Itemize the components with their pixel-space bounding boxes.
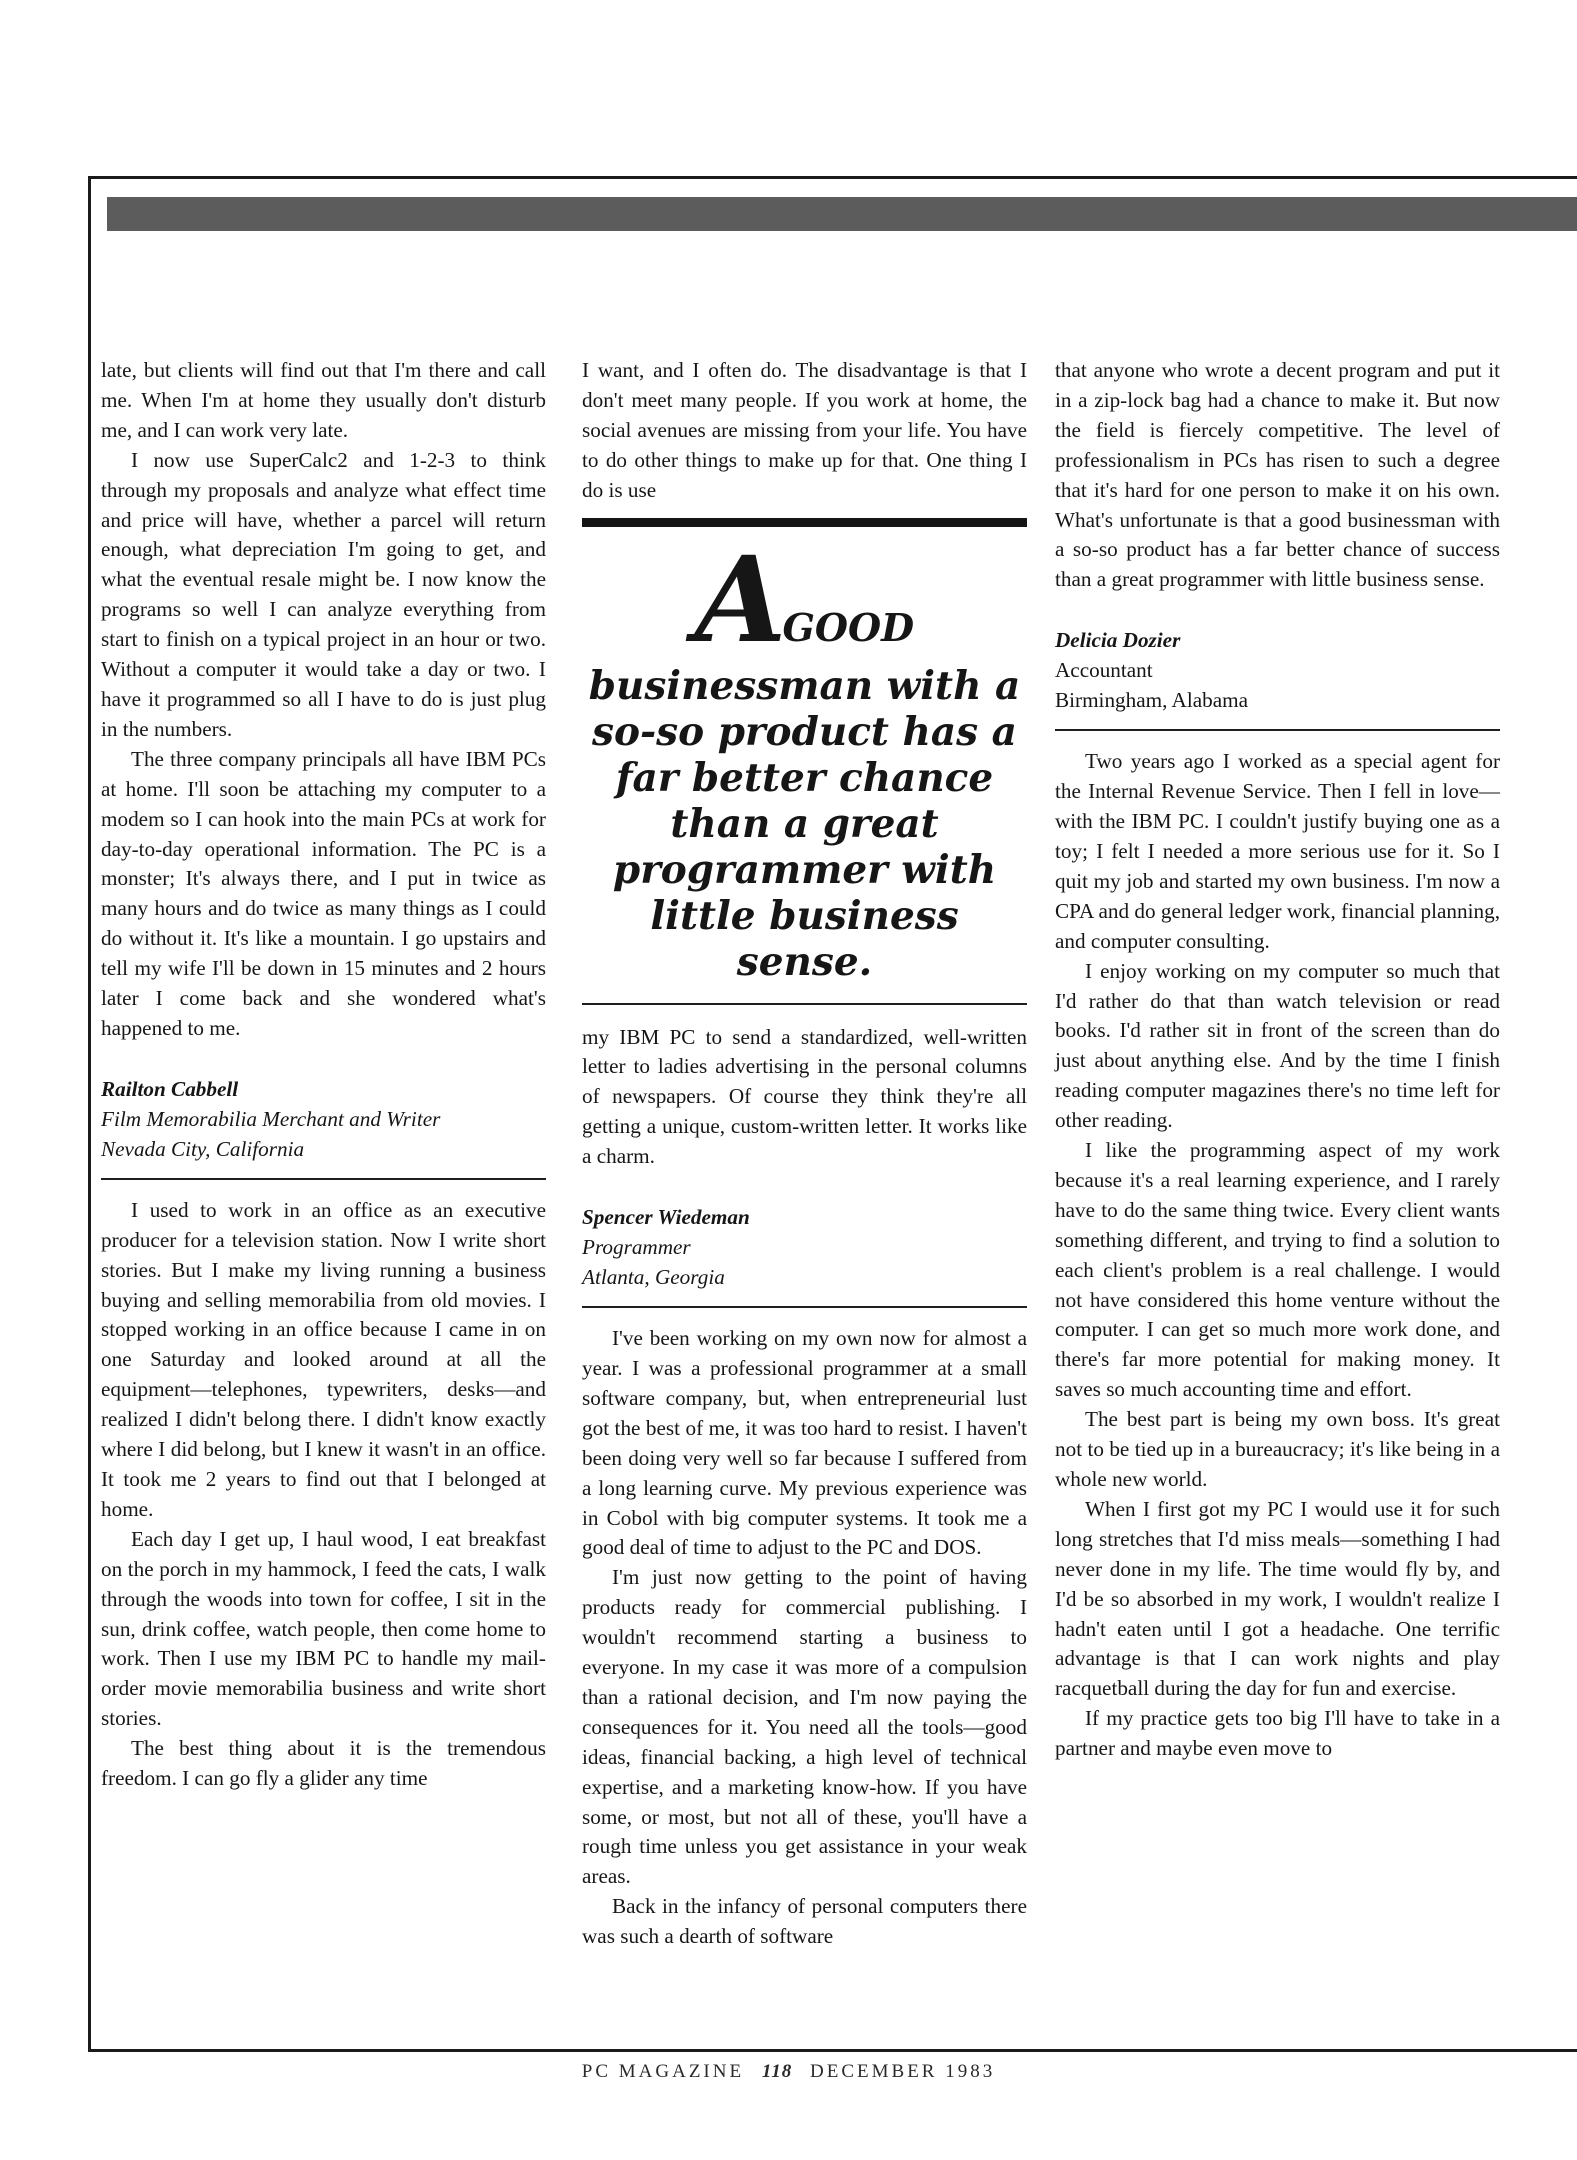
drop-letter: A bbox=[694, 529, 783, 669]
paragraph: Two years ago I worked as a special agent for the Internal Revenue Service. Then I fell in love—with the IBM PC. I couldn't justify buying one as a toy; I felt I needed a more serious use for it. So I quit my job and started my own business. I'm now a CPA and do general ledger work, financial planning, and computer consulting. bbox=[1055, 749, 1500, 953]
paragraph: my IBM PC to send a standardized, well-written letter to ladies advertising in the personal columns of newspapers. Of course they think they're all getting a unique, custom-written letter. It works like a charm. bbox=[582, 1024, 1027, 1169]
page-footer bbox=[0, 2061, 1577, 2083]
divider-rule bbox=[582, 1306, 1027, 1308]
author-location: Atlanta, Georgia bbox=[582, 1265, 725, 1290]
paragraph: The three company principals all have IBM PCs at home. I'll soon be attaching my computer to a modem so I can hook into the main PCs at work for day-to-day operational information. The PC is a monster; It's always there, and I put in twice as many hours and do twice as many things as I could do without it. It's like a mountain. I go upstairs and tell my wife I'll be down in 15 minutes and 2 hours later I come back and she wondered what's happened to me. bbox=[101, 746, 546, 1040]
author-byline bbox=[101, 1074, 546, 1164]
author-occupation: Accountant bbox=[1055, 658, 1153, 683]
divider-rule bbox=[1055, 729, 1500, 731]
author-location: Birmingham, Alabama bbox=[1055, 688, 1249, 713]
paragraph: I like the programming aspect of my work because it's a real learning experience, and I rarely have to do the same thing twice. Every client wants something different, and trying to find a solution to each client's problem is a real challenge. I would not have considered this home venture without the computer. I can get so much more work done, and there's far more potential for making money. It saves so much accounting time and effort. bbox=[1055, 1138, 1500, 1402]
paragraph: Each day I get up, I haul wood, I eat breakfast on the porch in my hammock, I feed the cats, I walk through the woods into town for coffee, I sit in the sun, drink coffee, watch people, then come home to work. Then I use my IBM PC to handle my mail-order movie memorabilia business and write short stories. bbox=[101, 1526, 546, 1731]
paragraph: late, but clients will find out that I'm there and call me. When I'm at home they usually don't disturb me, and I can work very late. bbox=[101, 358, 546, 442]
pull-quote-text: businessman with a so-so product has a far better chance than a great programmer with little business sense. bbox=[588, 662, 1021, 985]
author-name: Spencer Wiedeman bbox=[582, 1205, 750, 1230]
paragraph: I want, and I often do. The disadvantage is that I don't meet many people. If you work at home, the social avenues are missing from your life. You have to do other things to make up for that. One thing I do is use bbox=[582, 358, 1027, 502]
author-occupation: Film Memorabilia Merchant and Writer bbox=[101, 1106, 441, 1131]
author-byline bbox=[582, 1202, 1027, 1292]
paragraph: I enjoy working on my computer so much that I'd rather do that than watch television or read books. I'd rather sit in front of the screen than do just about anything else. And by the time I finish reading computer magazines there's no time left for other reading. bbox=[1055, 958, 1500, 1133]
author-location: Nevada City, California bbox=[101, 1136, 305, 1161]
issue-date: DECEMBER 1983 bbox=[810, 2061, 996, 2082]
paragraph: The best part is being my own boss. It's great not to be tied up in a bureaucracy; it's like being in a whole new world. bbox=[1055, 1407, 1500, 1491]
pull-quote bbox=[582, 518, 1027, 1005]
paragraph: I'm just now getting to the point of having products ready for commercial publishing. I wouldn't recommend starting a business to everyone. In my case it was more of a compulsion than a rational decision, and I'm now paying the consequences for it. You need all the tools—good ideas, financial backing, a high level of technical expertise, and a marketing know-how. If you have some, or most, but not all of these, you'll have a rough time unless you get assistance in your weak areas. bbox=[582, 1565, 1027, 1889]
article-column-1 bbox=[101, 356, 546, 1794]
author-occupation: Programmer bbox=[582, 1235, 691, 1260]
pull-quote-first-word: GOOD bbox=[782, 604, 915, 650]
article-column-2 bbox=[582, 356, 1027, 1952]
magazine-name: PC MAGAZINE bbox=[581, 2061, 745, 2082]
paragraph: I now use SuperCalc2 and 1-2-3 to think through my proposals and analyze what effect time and price will have, whether a parcel will return enough, what depreciation I'm going to get, and what the eventual resale might be. I now know the programs so well I can analyze everything from start to finish on a typical project in an hour or two. Without a computer it would take a day or two. I have it programmed so all I have to do is just plug in the numbers. bbox=[101, 447, 546, 741]
paragraph: I used to work in an office as an executive producer for a television station. Now I write short stories. But I make my living running a business buying and selling memorabilia from old movies. I stopped working in an office because I came in on one Saturday and looked around at all the equipment—telephones, typewriters, desks—and realized I didn't belong there. I didn't know exactly where I did belong, but I knew it wasn't in an office. It took me 2 years to find out that I belonged at home. bbox=[101, 1197, 546, 1521]
paragraph: When I first got my PC I would use it for such long stretches that I'd miss meals—something I had never done in my life. The time would fly by, and I'd be so absorbed in my work, I wouldn't realize I hadn't eaten until I got a headache. One terrific advantage is that I can work nights and play racquetball during the day for fun and exercise. bbox=[1055, 1496, 1500, 1701]
paragraph: that anyone who wrote a decent program and put it in a zip-lock bag had a chance to make it. But now the field is fiercely competitive. The level of professionalism in PCs has risen to such a degree that it's hard for one person to make it on his own. What's unfortunate is that a good businessman with a so-so product has a far better chance of success than a great programmer with little business sense. bbox=[1055, 358, 1500, 592]
paragraph: Back in the infancy of personal computers there was such a dearth of software bbox=[582, 1894, 1027, 1949]
pull-quote-opening bbox=[582, 529, 1027, 669]
article-column-3 bbox=[1055, 356, 1500, 1764]
author-byline bbox=[1055, 625, 1500, 715]
paragraph: If my practice gets too big I'll have to take in a partner and maybe even move to bbox=[1055, 1706, 1500, 1761]
page-number: 118 bbox=[761, 2061, 793, 2082]
paragraph: The best thing about it is the tremendous freedom. I can go fly a glider any time bbox=[101, 1736, 546, 1791]
author-name: Railton Cabbell bbox=[101, 1076, 239, 1101]
header-bar bbox=[107, 197, 1577, 231]
author-name: Delicia Dozier bbox=[1055, 628, 1181, 653]
divider-rule bbox=[101, 1178, 546, 1180]
paragraph: I've been working on my own now for almost a year. I was a professional programmer at a small software company, but, when entrepreneurial lust got the best of me, it was too hard to resist. I haven't been doing very well so far because I suffered from a long learning curve. My previous experience was in Cobol with big computer systems. It took me a good deal of time to adjust to the PC and DOS. bbox=[582, 1326, 1027, 1560]
